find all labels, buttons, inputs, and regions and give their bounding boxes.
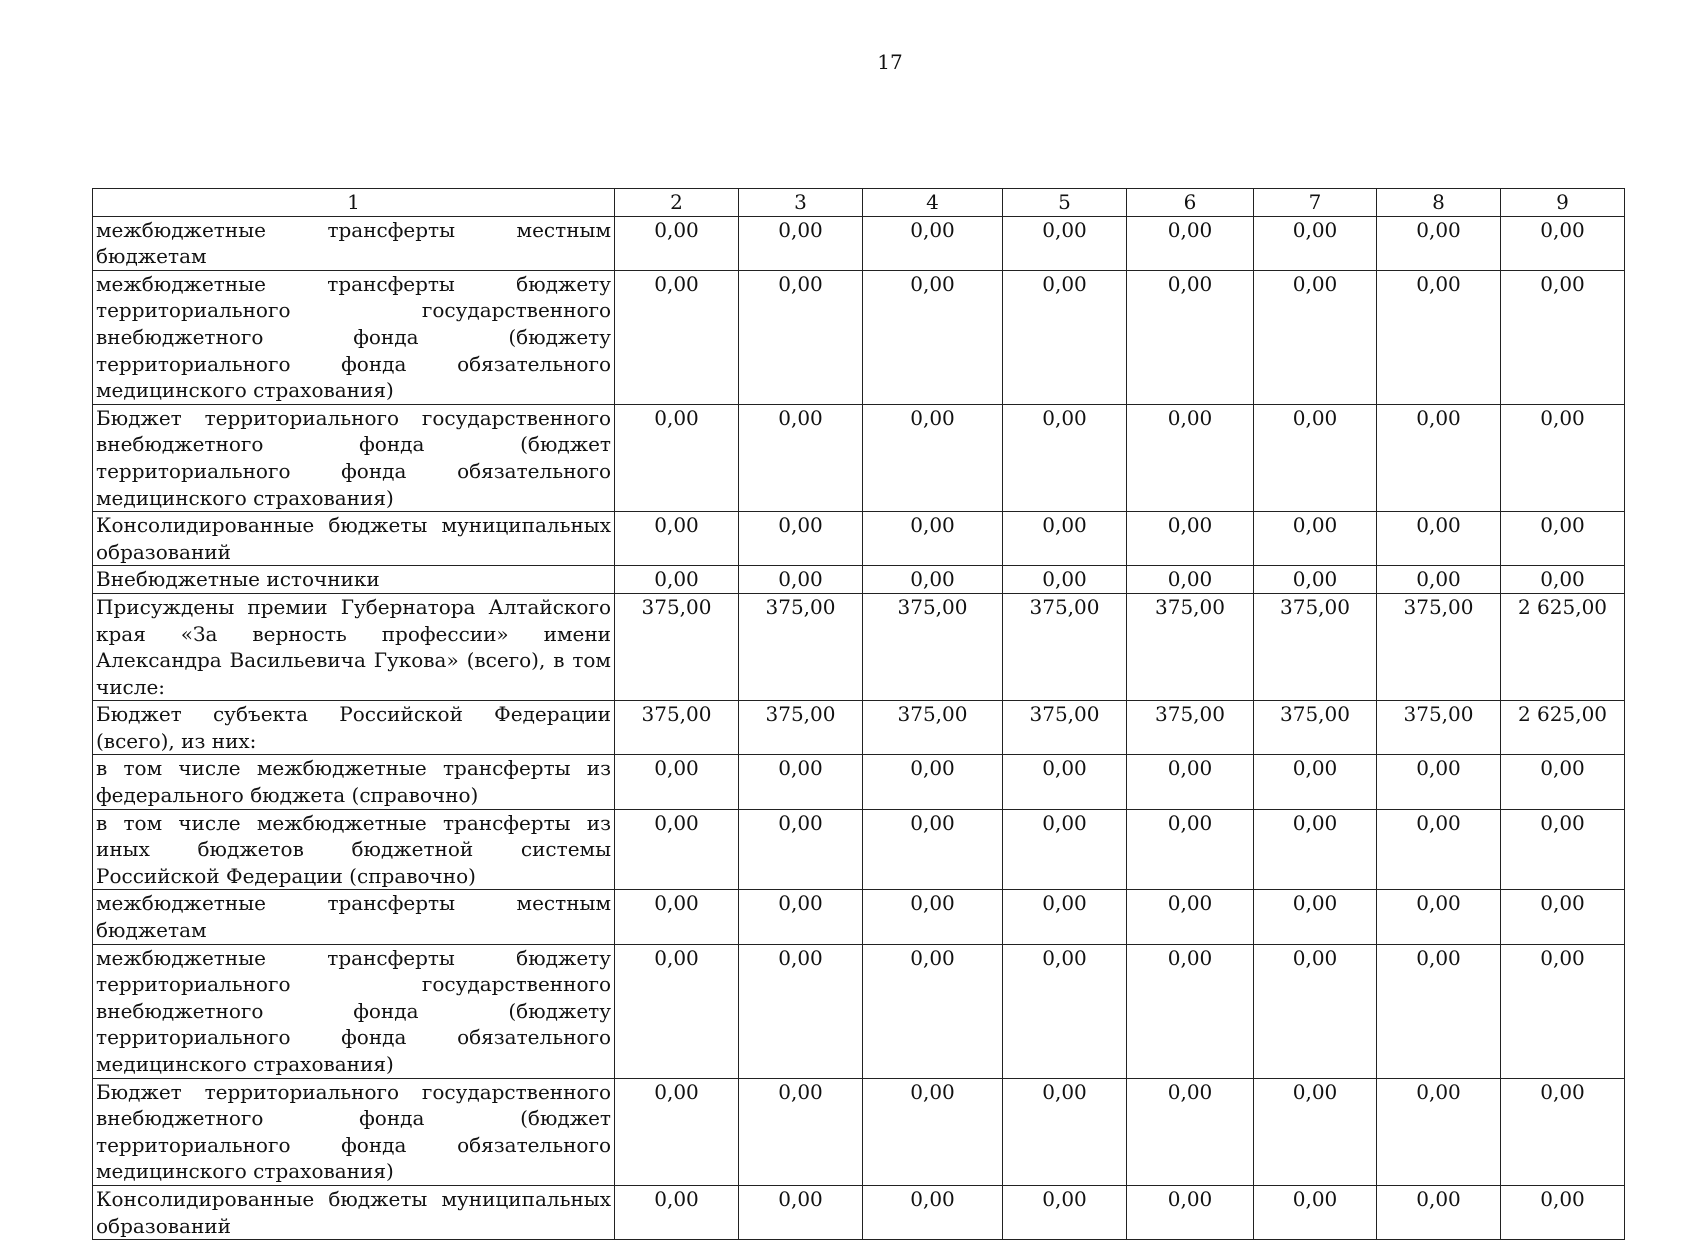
table-row: [93, 944, 1625, 1078]
cell-value: 0,00: [1127, 809, 1254, 890]
cell-value: 375,00: [1254, 701, 1377, 755]
row-label: Присуждены премии Губернатора Алтайского края «За верность профессии» имени Александра Васильевича Гукова» (всего), в том числе:: [93, 593, 615, 700]
cell-value: 0,00: [615, 944, 739, 1078]
row-label: в том числе межбюджетные трансферты из федерального бюджета (справочно): [93, 755, 615, 809]
row-label: межбюджетные трансферты бюджету территориального государственного внебюджетного фонда (бюджету территориального фонда обязательного медицинского страхования): [93, 270, 615, 404]
table-header-row: [93, 189, 1625, 217]
column-header: 1: [93, 189, 615, 217]
cell-value: 0,00: [615, 809, 739, 890]
page-number: 17: [877, 50, 903, 74]
cell-value: 0,00: [1254, 755, 1377, 809]
cell-value: 0,00: [739, 890, 863, 944]
cell-value: 375,00: [615, 593, 739, 700]
cell-value: 0,00: [1127, 944, 1254, 1078]
cell-value: 0,00: [863, 270, 1003, 404]
cell-value: 0,00: [1377, 890, 1501, 944]
row-label: Консолидированные бюджеты муниципальных образований: [93, 512, 615, 566]
cell-value: 0,00: [1127, 566, 1254, 594]
column-header: 2: [615, 189, 739, 217]
cell-value: 375,00: [1377, 593, 1501, 700]
cell-value: 0,00: [1377, 404, 1501, 511]
cell-value: 0,00: [1254, 216, 1377, 270]
cell-value: 375,00: [1127, 701, 1254, 755]
cell-value: 0,00: [1127, 755, 1254, 809]
cell-value: 375,00: [1377, 701, 1501, 755]
cell-value: 0,00: [863, 755, 1003, 809]
row-label: межбюджетные трансферты бюджету территориального государственного внебюджетного фонда (бюджету территориального фонда обязательного медицинского страхования): [93, 944, 615, 1078]
cell-value: 0,00: [1003, 404, 1127, 511]
table-row: [93, 404, 1625, 511]
cell-value: 0,00: [863, 809, 1003, 890]
cell-value: 0,00: [863, 512, 1003, 566]
cell-value: 0,00: [1501, 809, 1625, 890]
cell-value: 0,00: [1003, 270, 1127, 404]
cell-value: 0,00: [1501, 890, 1625, 944]
cell-value: 0,00: [1003, 512, 1127, 566]
cell-value: 0,00: [1254, 890, 1377, 944]
cell-value: 0,00: [1377, 1185, 1501, 1239]
column-header: 6: [1127, 189, 1254, 217]
cell-value: 0,00: [739, 512, 863, 566]
cell-value: 0,00: [739, 1078, 863, 1185]
cell-value: 0,00: [863, 566, 1003, 594]
row-label: Консолидированные бюджеты муниципальных образований: [93, 1185, 615, 1239]
cell-value: 0,00: [1127, 512, 1254, 566]
table-row: [93, 755, 1625, 809]
cell-value: 0,00: [1501, 404, 1625, 511]
cell-value: 375,00: [1003, 701, 1127, 755]
cell-value: 0,00: [1254, 512, 1377, 566]
cell-value: 0,00: [1003, 216, 1127, 270]
cell-value: 0,00: [739, 270, 863, 404]
cell-value: 375,00: [615, 701, 739, 755]
row-label: Бюджет территориального государственного внебюджетного фонда (бюджет территориального фонда обязательного медицинского страхования): [93, 1078, 615, 1185]
cell-value: 0,00: [615, 512, 739, 566]
cell-value: 0,00: [1003, 944, 1127, 1078]
column-header: 5: [1003, 189, 1127, 217]
cell-value: 0,00: [739, 566, 863, 594]
table-body: [93, 216, 1625, 1240]
column-header: 8: [1377, 189, 1501, 217]
cell-value: 0,00: [1377, 512, 1501, 566]
cell-value: 0,00: [1003, 1078, 1127, 1185]
cell-value: 375,00: [1127, 593, 1254, 700]
budget-table: [92, 188, 1625, 1240]
cell-value: 0,00: [1377, 809, 1501, 890]
cell-value: 2 625,00: [1501, 593, 1625, 700]
cell-value: 0,00: [1254, 404, 1377, 511]
column-header: 3: [739, 189, 863, 217]
cell-value: 0,00: [739, 944, 863, 1078]
cell-value: 0,00: [739, 1185, 863, 1239]
table-row: [93, 890, 1625, 944]
cell-value: 0,00: [1254, 809, 1377, 890]
cell-value: 0,00: [1377, 270, 1501, 404]
cell-value: 375,00: [1003, 593, 1127, 700]
cell-value: 0,00: [615, 755, 739, 809]
table-row: [93, 270, 1625, 404]
cell-value: 0,00: [863, 216, 1003, 270]
table-row: [93, 809, 1625, 890]
cell-value: 0,00: [615, 216, 739, 270]
cell-value: 0,00: [863, 944, 1003, 1078]
cell-value: 2 625,00: [1501, 701, 1625, 755]
cell-value: 0,00: [1127, 270, 1254, 404]
cell-value: 0,00: [1003, 566, 1127, 594]
cell-value: 0,00: [1003, 755, 1127, 809]
cell-value: 0,00: [739, 404, 863, 511]
cell-value: 0,00: [1377, 566, 1501, 594]
table-row: [93, 701, 1625, 755]
cell-value: 0,00: [1254, 270, 1377, 404]
cell-value: 0,00: [1254, 566, 1377, 594]
cell-value: 0,00: [1377, 944, 1501, 1078]
table-row: [93, 1078, 1625, 1185]
cell-value: 0,00: [615, 1078, 739, 1185]
cell-value: 0,00: [615, 404, 739, 511]
row-label: в том числе межбюджетные трансферты из иных бюджетов бюджетной системы Российской Федерации (справочно): [93, 809, 615, 890]
cell-value: 0,00: [863, 890, 1003, 944]
table-row: [93, 216, 1625, 270]
row-label: межбюджетные трансферты местным бюджетам: [93, 216, 615, 270]
cell-value: 0,00: [615, 566, 739, 594]
cell-value: 0,00: [1003, 809, 1127, 890]
cell-value: 375,00: [1254, 593, 1377, 700]
cell-value: 0,00: [1501, 566, 1625, 594]
cell-value: 0,00: [1127, 404, 1254, 511]
cell-value: 0,00: [1501, 755, 1625, 809]
cell-value: 0,00: [1377, 216, 1501, 270]
cell-value: 0,00: [1501, 512, 1625, 566]
cell-value: 0,00: [863, 1185, 1003, 1239]
table-row: [93, 512, 1625, 566]
column-header: 7: [1254, 189, 1377, 217]
cell-value: 0,00: [1127, 1185, 1254, 1239]
cell-value: 0,00: [615, 890, 739, 944]
row-label: межбюджетные трансферты местным бюджетам: [93, 890, 615, 944]
cell-value: 0,00: [1127, 216, 1254, 270]
cell-value: 0,00: [1127, 1078, 1254, 1185]
cell-value: 375,00: [739, 701, 863, 755]
cell-value: 0,00: [1501, 1078, 1625, 1185]
table-row: [93, 593, 1625, 700]
table-row: [93, 566, 1625, 594]
cell-value: 0,00: [863, 1078, 1003, 1185]
cell-value: 0,00: [615, 1185, 739, 1239]
cell-value: 0,00: [1501, 216, 1625, 270]
cell-value: 0,00: [739, 755, 863, 809]
cell-value: 0,00: [1003, 890, 1127, 944]
cell-value: 0,00: [1254, 944, 1377, 1078]
cell-value: 0,00: [1127, 890, 1254, 944]
cell-value: 0,00: [1254, 1078, 1377, 1185]
cell-value: 0,00: [1501, 270, 1625, 404]
row-label: Внебюджетные источники: [93, 566, 615, 594]
cell-value: 0,00: [615, 270, 739, 404]
cell-value: 0,00: [1501, 944, 1625, 1078]
column-header: 4: [863, 189, 1003, 217]
cell-value: 0,00: [1377, 755, 1501, 809]
cell-value: 0,00: [863, 404, 1003, 511]
cell-value: 0,00: [739, 216, 863, 270]
row-label: Бюджет территориального государственного внебюджетного фонда (бюджет территориального фонда обязательного медицинского страхования): [93, 404, 615, 511]
table-row: [93, 1185, 1625, 1239]
cell-value: 0,00: [1254, 1185, 1377, 1239]
cell-value: 375,00: [863, 593, 1003, 700]
cell-value: 0,00: [1003, 1185, 1127, 1239]
cell-value: 375,00: [863, 701, 1003, 755]
cell-value: 375,00: [739, 593, 863, 700]
cell-value: 0,00: [1501, 1185, 1625, 1239]
cell-value: 0,00: [739, 809, 863, 890]
row-label: Бюджет субъекта Российской Федерации (всего), из них:: [93, 701, 615, 755]
column-header: 9: [1501, 189, 1625, 217]
cell-value: 0,00: [1377, 1078, 1501, 1185]
